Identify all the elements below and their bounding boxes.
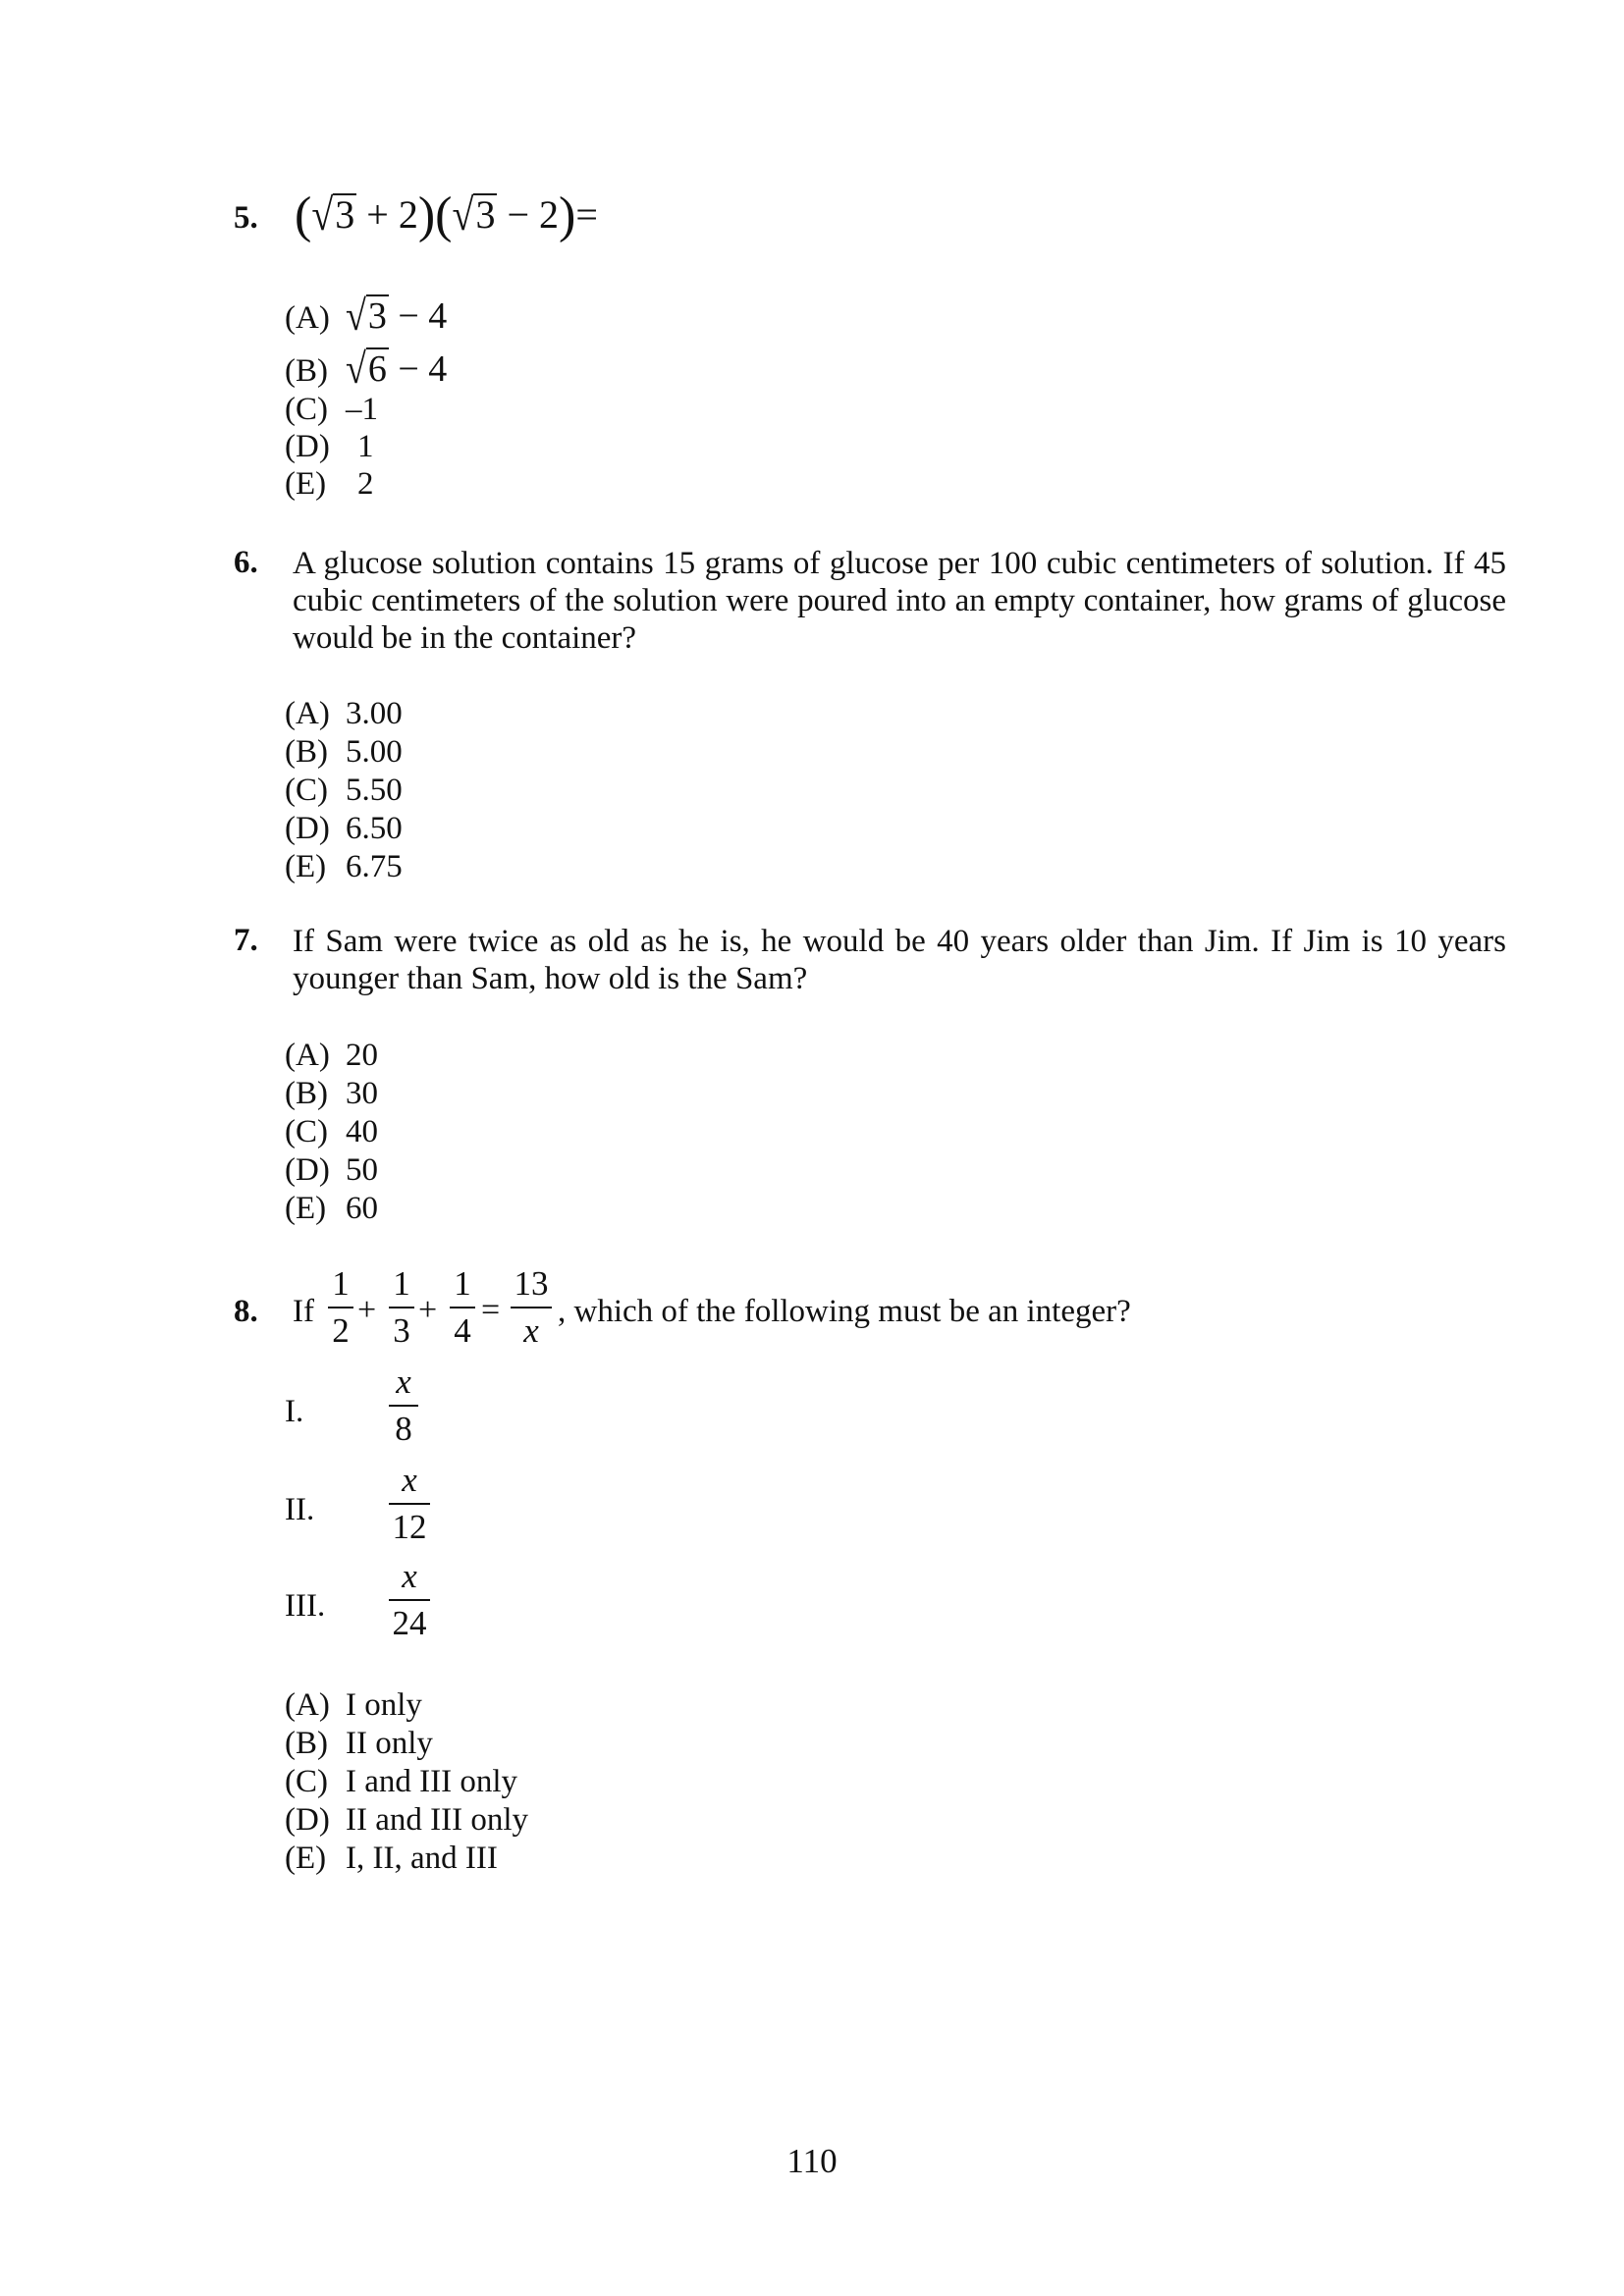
question-number: 7.: [234, 923, 258, 958]
question-lead: If: [293, 1294, 314, 1329]
option-b[interactable]: (B) II only: [285, 1726, 433, 1761]
question-number: 5.: [234, 200, 258, 236]
question-text: A glucose solution contains 15 grams of glucose per 100 cubic centimeters of solution. If 45 cubic centimeters of the solution were poured into an empty container, how grams of glucose would be in the container?: [293, 546, 1506, 656]
question-text-tail: , which of the following must be an integer?: [558, 1294, 1131, 1329]
question-5-expression: (√3 + 2)(√3 − 2)=: [295, 187, 598, 243]
option-e[interactable]: (E) 6.75: [285, 849, 403, 884]
plus-sign: +: [418, 1292, 438, 1328]
fraction-one-fourth: 1 4: [450, 1264, 475, 1351]
fraction-one-third: 1 3: [389, 1264, 414, 1351]
option-a[interactable]: (A) 20: [285, 1038, 378, 1073]
sqrt-symbol: √6: [346, 345, 387, 394]
statement-fraction: x 24: [389, 1557, 430, 1643]
statement-label: I.: [285, 1394, 304, 1429]
option-d[interactable]: (D) 1: [285, 429, 374, 464]
option-e[interactable]: (E) I, II, and III: [285, 1841, 498, 1876]
option-a[interactable]: (A) 3.00: [285, 696, 403, 731]
sqrt-symbol: √3: [452, 188, 496, 240]
option-e[interactable]: (E) 2: [285, 466, 374, 502]
option-a[interactable]: (A) I only: [285, 1687, 422, 1723]
question-text: If Sam were twice as old as he is, he would be 40 years older than Jim. If Jim is 10 years younger than Sam, how old is the Sam?: [293, 924, 1506, 996]
left-paren: (: [295, 187, 312, 243]
question-number: 8.: [234, 1294, 258, 1329]
option-c[interactable]: (C) 40: [285, 1114, 378, 1149]
option-a[interactable]: (A) √3 − 4: [285, 292, 448, 341]
option-c[interactable]: (C) –1: [285, 392, 378, 427]
page-number: 110: [786, 2142, 838, 2180]
statement-label: III.: [285, 1588, 326, 1624]
left-paren: (: [435, 187, 453, 243]
fraction-one-half: 1 2: [328, 1264, 353, 1351]
right-paren: ): [417, 187, 436, 243]
fraction-thirteen-over-x: 13 x: [511, 1264, 552, 1351]
option-c[interactable]: (C) I and III only: [285, 1764, 518, 1799]
option-b[interactable]: (B) 5.00: [285, 734, 403, 770]
statement-fraction: x 12: [389, 1461, 430, 1547]
statement-fraction: x 8: [389, 1362, 418, 1449]
option-d[interactable]: (D) II and III only: [285, 1802, 529, 1838]
option-d[interactable]: (D) 6.50: [285, 811, 403, 846]
question-number: 6.: [234, 545, 258, 580]
option-d[interactable]: (D) 50: [285, 1152, 378, 1188]
option-b[interactable]: (B) √6 − 4: [285, 345, 448, 394]
statement-label: II.: [285, 1492, 315, 1527]
right-paren: ): [559, 187, 576, 243]
equals-sign: =: [481, 1292, 501, 1328]
option-c[interactable]: (C) 5.50: [285, 773, 403, 808]
plus-sign: +: [357, 1292, 377, 1328]
sqrt-symbol: √3: [311, 188, 355, 240]
option-e[interactable]: (E) 60: [285, 1191, 378, 1226]
sqrt-symbol: √3: [346, 292, 387, 341]
option-b[interactable]: (B) 30: [285, 1076, 378, 1111]
